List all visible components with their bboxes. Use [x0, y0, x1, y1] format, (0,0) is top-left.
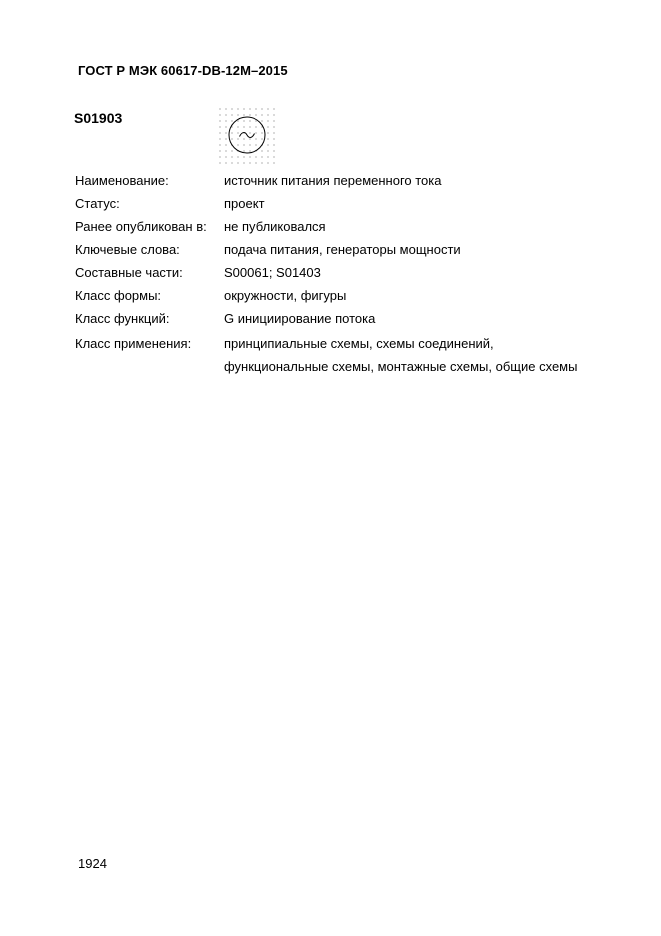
property-row-application-class [75, 332, 577, 378]
property-label: Класс формы: [75, 288, 162, 303]
property-value: G инициирование потока [224, 311, 376, 326]
property-label: Наименование: [75, 173, 169, 188]
property-value [224, 332, 577, 378]
property-row-function-class [75, 309, 577, 332]
property-label: Ранее опубликован в: [75, 219, 207, 234]
property-label: Класс функций: [75, 311, 170, 326]
page-number: 1924 [78, 856, 107, 871]
ac-source-circle-tilde-icon [217, 106, 277, 164]
property-row-name [75, 171, 577, 194]
property-row-components [75, 263, 577, 286]
property-row-published [75, 217, 577, 240]
property-row-status [75, 194, 577, 217]
property-label: Класс применения: [75, 336, 192, 351]
property-row-keywords [75, 240, 577, 263]
document-header: ГОСТ Р МЭК 60617-DB-12M–2015 [78, 63, 288, 78]
property-label: Ключевые слова: [75, 242, 180, 257]
properties-table [75, 171, 577, 378]
property-label: Статус: [75, 196, 120, 211]
property-label: Составные части: [75, 265, 183, 280]
property-value: S00061; S01403 [224, 265, 321, 280]
symbol-figure [217, 106, 277, 164]
property-row-shape-class [75, 286, 577, 309]
property-value: проект [224, 196, 265, 211]
application-class-line-1: принципиальные схемы, схемы соединений, [224, 336, 494, 351]
property-value: не публиковался [224, 219, 326, 234]
application-class-line-2: функциональные схемы, монтажные схемы, общие схемы [224, 359, 578, 374]
property-value: окружности, фигуры [224, 288, 347, 303]
property-value: подача питания, генераторы мощности [224, 242, 461, 257]
property-value: источник питания переменного тока [224, 173, 442, 188]
symbol-code: S01903 [74, 110, 123, 126]
